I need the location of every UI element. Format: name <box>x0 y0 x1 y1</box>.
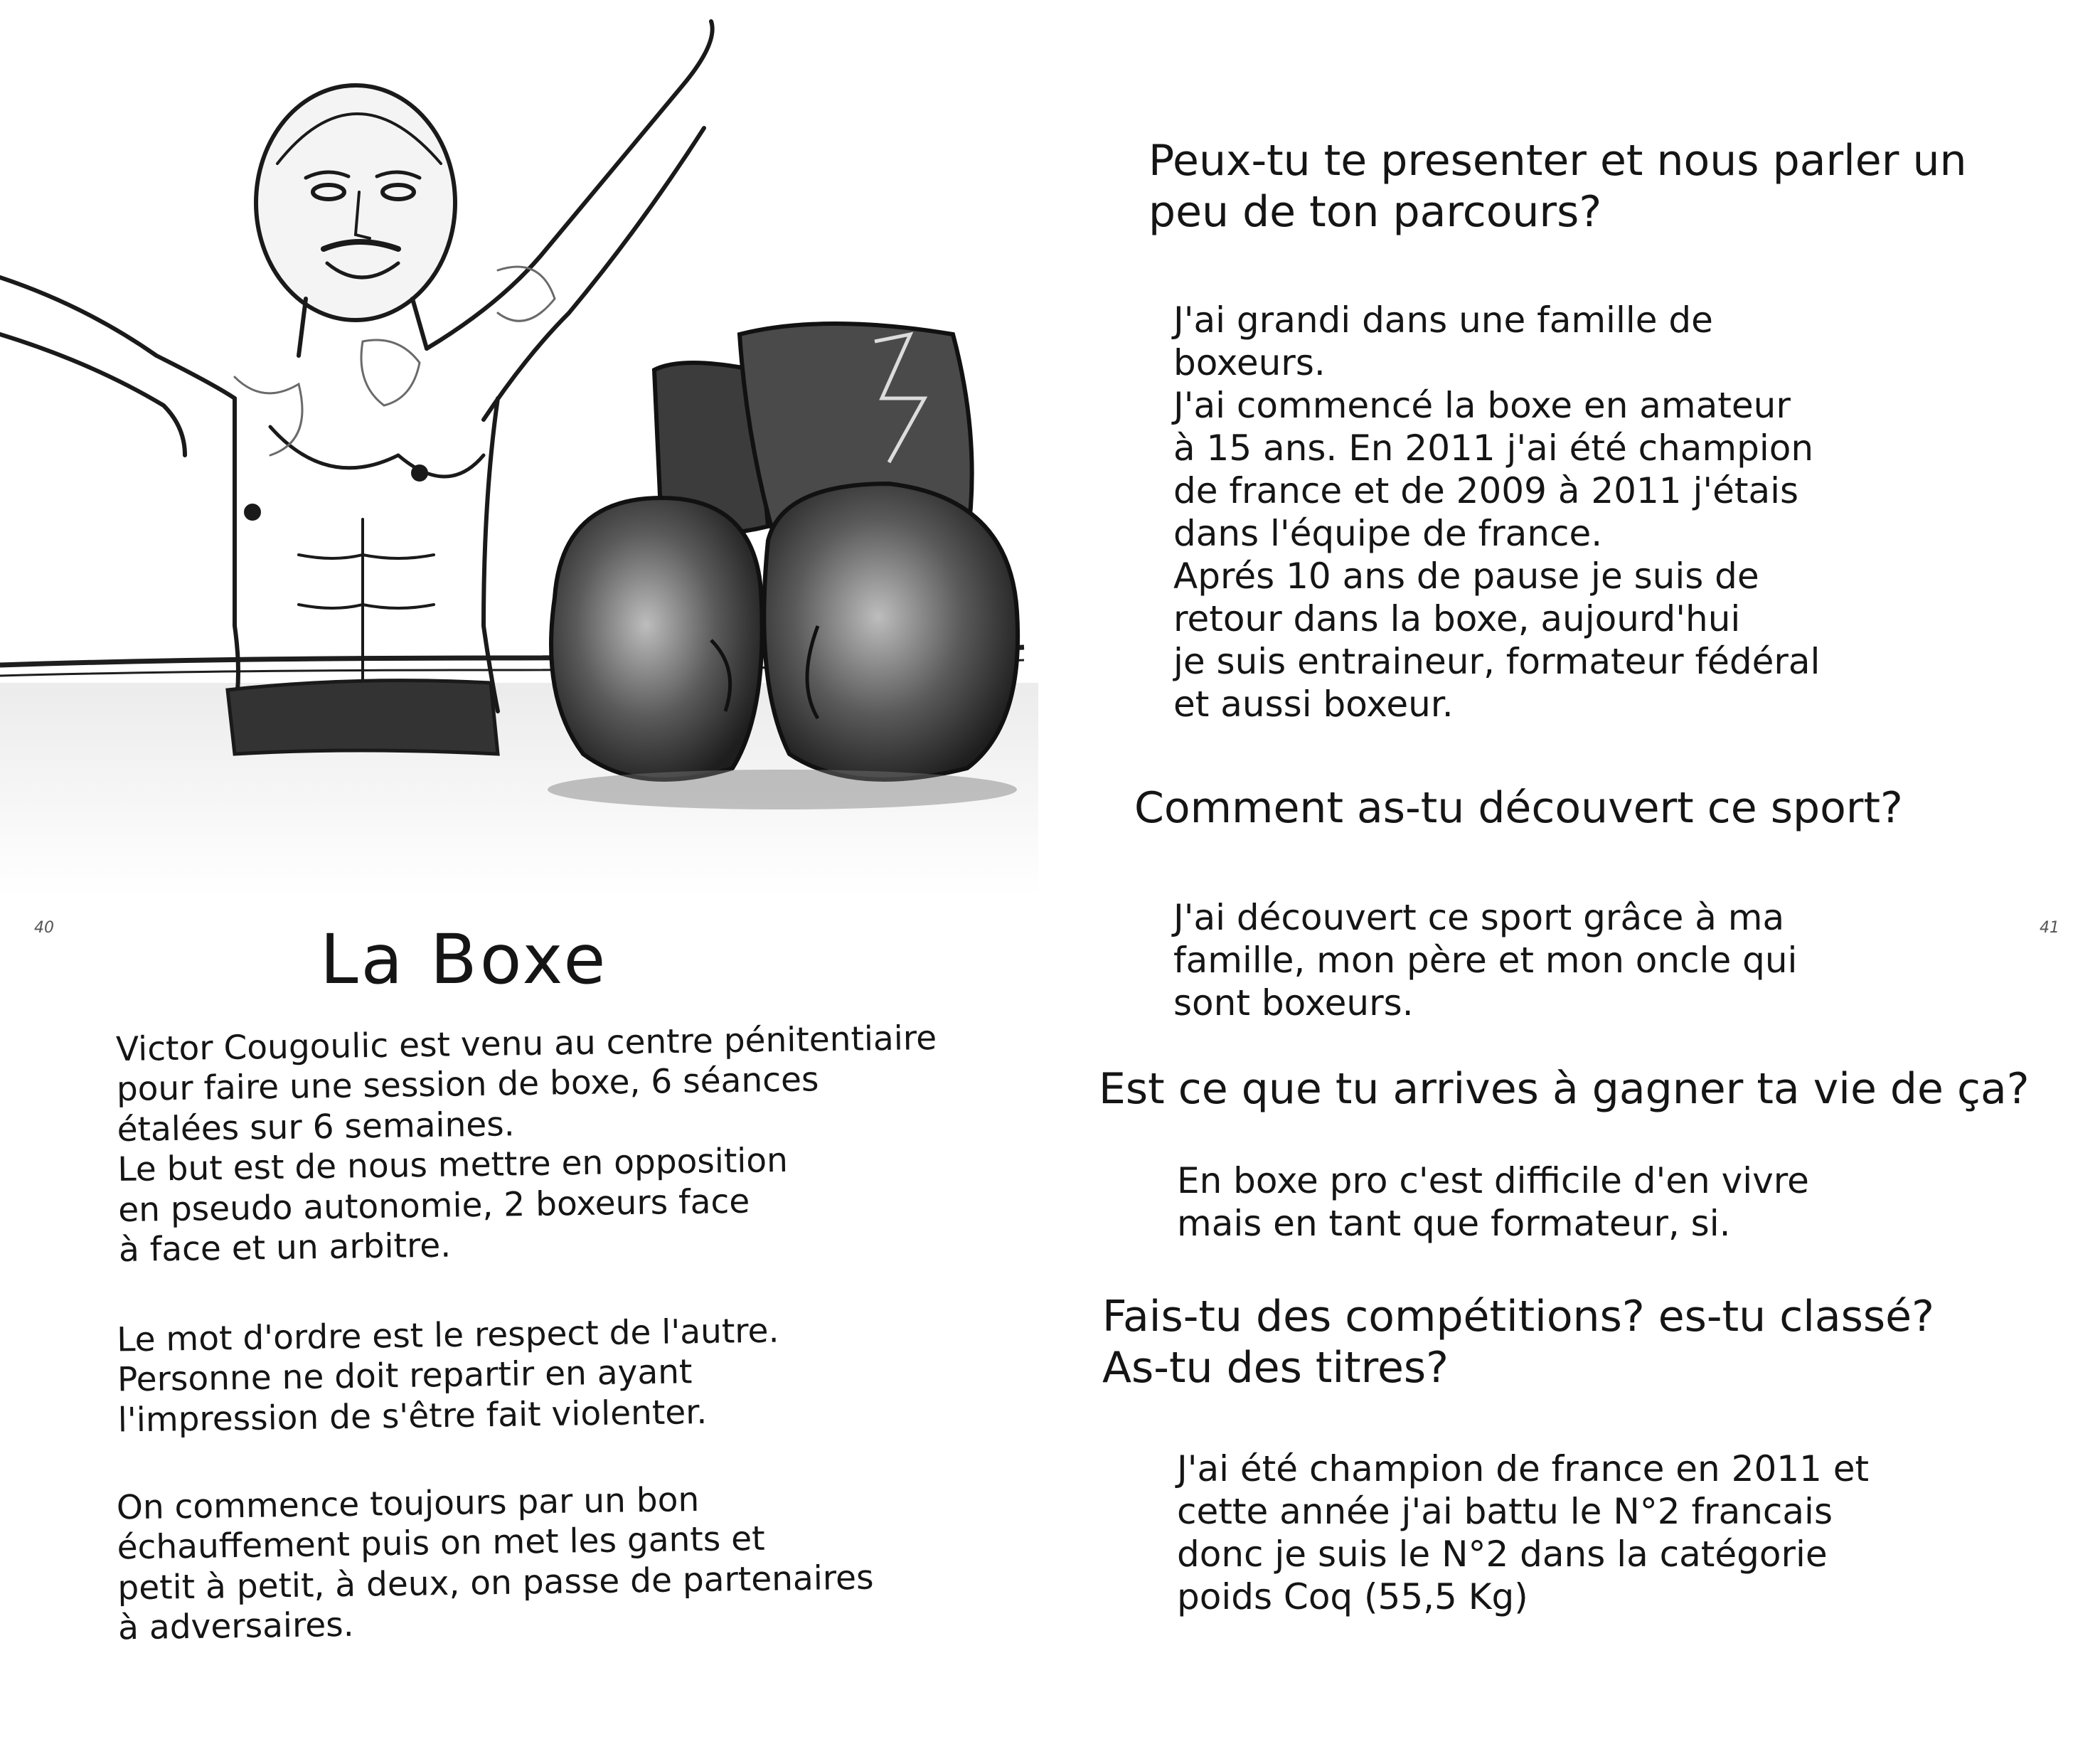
boxing-gloves-icon <box>548 324 1018 809</box>
question-2 <box>1134 782 1903 834</box>
answer-line: cette année j'ai battu le N°2 francais <box>1177 1491 1833 1532</box>
answer-3 <box>1177 1159 1809 1245</box>
answer-line: J'ai découvert ce sport grâce à ma <box>1173 897 1785 938</box>
answer-line: je suis entraineur, formateur fédéral <box>1173 641 1821 682</box>
intro-paragraph-3 <box>116 1478 874 1649</box>
text-line: On commence toujours par un bon <box>116 1479 700 1528</box>
text-line: échauffement puis on met les gants et <box>117 1519 765 1568</box>
answer-line: mais en tant que formateur, si. <box>1177 1203 1731 1244</box>
question-line: Peux-tu te presenter et nous parler un <box>1148 136 1967 186</box>
question-1 <box>1148 135 1967 238</box>
text-line: à face et un arbitre. <box>118 1226 452 1270</box>
answer-line: sont boxeurs. <box>1173 982 1414 1024</box>
text-line: étalées sur 6 semaines. <box>117 1105 516 1149</box>
intro-paragraph-1 <box>116 1019 940 1270</box>
page-title: La Boxe <box>320 920 609 999</box>
answer-line: à 15 ans. En 2011 j'ai été champion <box>1173 427 1814 469</box>
answer-line: J'ai commencé la boxe en amateur <box>1173 385 1791 426</box>
answer-line: et aussi boxeur. <box>1173 684 1454 725</box>
answer-line: de france et de 2009 à 2011 j'étais <box>1173 470 1799 511</box>
question-4 <box>1102 1291 1934 1393</box>
answer-line: Aprés 10 ans de pause je suis de <box>1173 556 1759 597</box>
page-number-left: 40 <box>34 919 54 937</box>
text-line: Le mot d'ordre est le respect de l'autre. <box>116 1311 779 1360</box>
answer-1 <box>1173 299 1820 726</box>
question-line: Est ce que tu arrives à gagner ta vie de ça? <box>1099 1064 2030 1114</box>
question-line: peu de ton parcours? <box>1148 187 1602 237</box>
question-3 <box>1099 1063 2030 1115</box>
answer-4 <box>1177 1447 1869 1618</box>
text-line: Personne ne doit repartir en ayant <box>117 1352 693 1400</box>
answer-2 <box>1173 896 1797 1024</box>
question-line: Comment as-tu découvert ce sport? <box>1134 783 1903 833</box>
text-line: l'impression de s'être fait violenter. <box>117 1392 708 1440</box>
answer-line: donc je suis le N°2 dans la catégorie <box>1177 1534 1828 1575</box>
answer-line: poids Coq (55,5 Kg) <box>1177 1576 1528 1617</box>
answer-line: dans l'équipe de france. <box>1173 513 1603 554</box>
intro-paragraph-2 <box>117 1312 781 1441</box>
answer-line: retour dans la boxe, aujourd'hui <box>1173 598 1741 639</box>
text-line: à adversaires. <box>117 1605 354 1648</box>
boxer-illustration <box>0 0 1038 910</box>
question-line: As-tu des titres? <box>1102 1343 1449 1393</box>
answer-line: En boxe pro c'est difficile d'en vivre <box>1177 1160 1809 1201</box>
text-line: en pseudo autonomie, 2 boxeurs face <box>117 1181 750 1230</box>
question-line: Fais-tu des compétitions? es-tu classé? <box>1102 1292 1934 1341</box>
answer-line: J'ai grandi dans une famille de <box>1173 299 1713 341</box>
answer-line: J'ai été champion de france en 2011 et <box>1177 1448 1870 1489</box>
text-line: Victor Cougoulic est venu au centre pénitentiaire <box>115 1018 937 1070</box>
text-line: Le but est de nous mettre en opposition <box>117 1141 789 1190</box>
page-number-right: 41 <box>2040 919 2059 937</box>
answer-line: famille, mon père et mon oncle qui <box>1173 940 1798 981</box>
text-line: petit à petit, à deux, on passe de partenaires <box>117 1558 874 1608</box>
text-line: pour faire une session de boxe, 6 séances <box>116 1060 819 1110</box>
answer-line: boxeurs. <box>1173 342 1326 383</box>
